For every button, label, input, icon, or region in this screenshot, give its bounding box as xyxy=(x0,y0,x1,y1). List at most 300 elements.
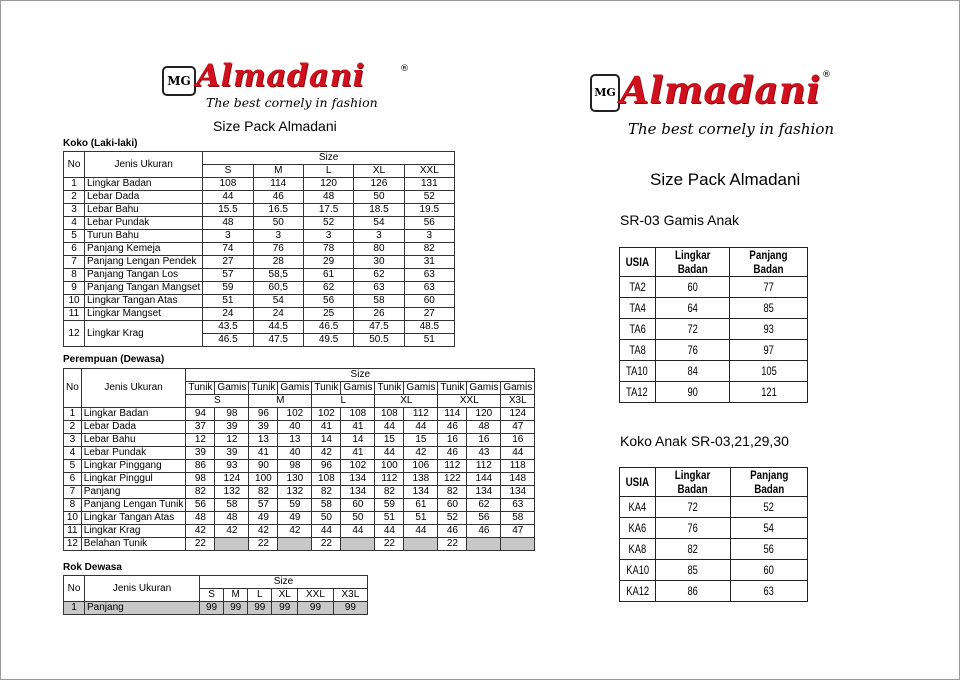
table-cell: 15 xyxy=(404,434,438,447)
brand-mark-icon: MG xyxy=(590,74,620,112)
table-cell: 42 xyxy=(186,525,215,538)
table-cell: 118 xyxy=(501,460,535,473)
table-cell: Lebar Pundak xyxy=(81,447,186,460)
table-cell: 124 xyxy=(215,473,249,486)
cell-value: 86 xyxy=(687,584,699,598)
table-cell: 48.5 xyxy=(404,321,454,334)
table-cell: 60 xyxy=(438,499,467,512)
table-cell: 134 xyxy=(341,486,375,499)
table-cell: 99 xyxy=(248,602,272,615)
table-cell: 46 xyxy=(253,191,303,204)
table-cell: 82 xyxy=(249,486,278,499)
table-cell xyxy=(730,382,808,403)
table-cell: 17.5 xyxy=(303,204,353,217)
table-cell: 63 xyxy=(404,269,454,282)
table-cell: 42 xyxy=(249,525,278,538)
table-cell: 112 xyxy=(375,473,404,486)
table-cell xyxy=(620,340,656,361)
cell-value: 76 xyxy=(687,343,698,357)
table-cell: 29 xyxy=(303,256,353,269)
table-cell: 12 xyxy=(215,434,249,447)
table-cell: 46.5 xyxy=(203,334,253,347)
table-cell: Panjang Tangan Mangset xyxy=(85,282,203,295)
table-cell: 44 xyxy=(404,525,438,538)
sub-header: Gamis xyxy=(215,382,249,395)
table-cell: 3 xyxy=(354,230,404,243)
table-cell: 48 xyxy=(467,421,501,434)
table-row xyxy=(64,282,455,295)
table-cell: 50 xyxy=(312,512,341,525)
table-cell: Lingkar Pinggul xyxy=(81,473,186,486)
table-cell xyxy=(620,361,656,382)
cell-value: 76 xyxy=(687,521,699,535)
cell-value: KA12 xyxy=(626,584,650,598)
table-cell: 56 xyxy=(186,499,215,512)
table-row xyxy=(64,204,455,217)
table-cell: 78 xyxy=(303,243,353,256)
cell-value: 84 xyxy=(687,364,698,378)
table-header-row xyxy=(620,248,808,277)
size-header: L xyxy=(248,589,272,602)
table-cell: 1 xyxy=(64,408,82,421)
table-cell: 12 xyxy=(64,538,82,551)
cell-value: 64 xyxy=(687,301,698,315)
table-cell: 4 xyxy=(64,217,85,230)
table-cell: 11 xyxy=(64,308,85,321)
cell-value: TA12 xyxy=(626,385,649,399)
table-cell xyxy=(730,581,808,602)
table-cell: 10 xyxy=(64,295,85,308)
table-cell: 106 xyxy=(404,460,438,473)
table-row xyxy=(620,539,808,560)
table-cell: Belahan Tunik xyxy=(81,538,186,551)
table-cell xyxy=(730,560,808,581)
cell-value: 72 xyxy=(687,500,699,514)
table-row xyxy=(64,473,535,486)
table-cell: 5 xyxy=(64,230,85,243)
table-cell: 63 xyxy=(404,282,454,295)
cell-value: 63 xyxy=(763,584,774,598)
cell-value: KA6 xyxy=(628,521,647,535)
table-cell: 58 xyxy=(501,512,535,525)
table-cell: 41 xyxy=(341,421,375,434)
table-cell: 44.5 xyxy=(253,321,303,334)
size-header: S xyxy=(200,589,224,602)
table-cell: 44 xyxy=(203,191,253,204)
table-cell: 30 xyxy=(354,256,404,269)
brand-name: Almadani xyxy=(620,68,821,112)
table-cell: 56 xyxy=(303,295,353,308)
table-cell xyxy=(730,539,808,560)
table-cell: Lingkar Krag xyxy=(85,321,203,347)
table-cell: 1 xyxy=(64,178,85,191)
table-row xyxy=(64,243,455,256)
table-cell: 51 xyxy=(203,295,253,308)
table-header-row xyxy=(64,152,455,165)
sub-header: Gamis xyxy=(341,382,375,395)
table-cell: 47 xyxy=(501,525,535,538)
table-row xyxy=(64,269,455,282)
sub-header: Gamis xyxy=(501,382,535,395)
table-row xyxy=(64,486,535,499)
table-cell: 44 xyxy=(375,447,404,460)
col-size-header: Size xyxy=(203,152,455,165)
table-cell xyxy=(730,497,808,518)
table-cell xyxy=(620,518,656,539)
table-cell: 13 xyxy=(278,434,312,447)
table-row xyxy=(620,277,808,298)
table-cell xyxy=(656,497,730,518)
col-no-header: No xyxy=(64,152,85,178)
table-cell: 41 xyxy=(312,421,341,434)
table-cell: 37 xyxy=(186,421,215,434)
cell-value: TA6 xyxy=(629,322,646,336)
table-cell: 54 xyxy=(253,295,303,308)
perempuan-heading: Perempuan (Dewasa) xyxy=(63,354,165,365)
table-cell: Lingkar Badan xyxy=(85,178,203,191)
table-cell: 15 xyxy=(375,434,404,447)
table-cell: 82 xyxy=(375,486,404,499)
table-cell: Lebar Dada xyxy=(81,421,186,434)
table-cell: 102 xyxy=(341,460,375,473)
table-cell: 134 xyxy=(467,486,501,499)
col-header xyxy=(620,468,656,497)
table-cell: 112 xyxy=(438,460,467,473)
table-cell: 27 xyxy=(404,308,454,321)
table-cell: Panjang Lengan Tunik xyxy=(81,499,186,512)
table-row xyxy=(620,497,808,518)
table-cell: 5 xyxy=(64,460,82,473)
table-cell: Panjang Tangan Los xyxy=(85,269,203,282)
table-row xyxy=(64,460,535,473)
table-cell: 16 xyxy=(467,434,501,447)
table-cell xyxy=(278,538,312,551)
table-cell: 46 xyxy=(438,447,467,460)
koko-anak-table xyxy=(619,467,808,602)
cell-value: 85 xyxy=(687,563,699,577)
table-cell xyxy=(655,340,729,361)
table-cell: 50 xyxy=(341,512,375,525)
table-cell: 61 xyxy=(303,269,353,282)
left-title: Size Pack Almadani xyxy=(213,118,337,134)
table-cell: 99 xyxy=(298,602,334,615)
cell-value: TA10 xyxy=(626,364,649,378)
table-cell: 3 xyxy=(404,230,454,243)
table-cell: 60 xyxy=(404,295,454,308)
brand-tagline: The best cornely in fashion xyxy=(628,120,835,138)
size-header: L xyxy=(312,395,375,408)
table-cell xyxy=(656,560,730,581)
table-cell: 48 xyxy=(215,512,249,525)
table-cell: 49 xyxy=(278,512,312,525)
table-cell: 94 xyxy=(186,408,215,421)
cell-value: 85 xyxy=(763,301,774,315)
table-cell: 82 xyxy=(186,486,215,499)
table-cell: 114 xyxy=(438,408,467,421)
gamis-heading: SR-03 Gamis Anak xyxy=(620,212,740,228)
table-cell: 60 xyxy=(341,499,375,512)
table-cell: 3 xyxy=(64,204,85,217)
table-cell: 13 xyxy=(249,434,278,447)
table-cell: 24 xyxy=(253,308,303,321)
table-cell: 134 xyxy=(341,473,375,486)
col-size-header: Size xyxy=(186,369,535,382)
table-cell: 62 xyxy=(467,499,501,512)
table-cell: 6 xyxy=(64,243,85,256)
sub-header: Tunik xyxy=(186,382,215,395)
size-header: M xyxy=(253,165,303,178)
table-cell: 130 xyxy=(278,473,312,486)
size-header: XXL xyxy=(298,589,334,602)
table-row xyxy=(620,298,808,319)
table-cell: 6 xyxy=(64,473,82,486)
table-row xyxy=(64,408,535,421)
sub-header: Tunik xyxy=(438,382,467,395)
table-cell xyxy=(620,581,656,602)
table-cell: 39 xyxy=(215,421,249,434)
table-header-row xyxy=(620,468,808,497)
brand-logo-left xyxy=(162,60,412,112)
table-cell: 57 xyxy=(249,499,278,512)
cell-value: TA2 xyxy=(629,280,646,294)
table-cell: 40 xyxy=(278,447,312,460)
table-cell: 44 xyxy=(375,421,404,434)
table-cell: 3 xyxy=(64,434,82,447)
table-row xyxy=(64,499,535,512)
cell-value: 77 xyxy=(763,280,774,294)
cell-value: KA8 xyxy=(628,542,647,556)
table-cell: 80 xyxy=(354,243,404,256)
table-cell: 50 xyxy=(354,191,404,204)
table-cell: Lebar Pundak xyxy=(85,217,203,230)
table-cell: 144 xyxy=(467,473,501,486)
table-cell: 98 xyxy=(215,408,249,421)
rok-heading: Rok Dewasa xyxy=(63,562,122,573)
table-cell: 114 xyxy=(253,178,303,191)
table-row xyxy=(64,512,535,525)
table-cell: 98 xyxy=(186,473,215,486)
table-cell: 108 xyxy=(341,408,375,421)
table-cell: Lebar Dada xyxy=(85,191,203,204)
table-cell xyxy=(341,538,375,551)
table-row xyxy=(64,256,455,269)
table-cell: 31 xyxy=(404,256,454,269)
table-cell: 3 xyxy=(253,230,303,243)
table-cell: 52 xyxy=(404,191,454,204)
table-cell: 148 xyxy=(501,473,535,486)
table-cell: 22 xyxy=(249,538,278,551)
table-cell xyxy=(655,298,729,319)
cell-value: 93 xyxy=(763,322,774,336)
table-cell: 22 xyxy=(312,538,341,551)
cell-value: 82 xyxy=(687,542,699,556)
table-cell: 7 xyxy=(64,486,82,499)
table-cell xyxy=(730,518,808,539)
brand-mark-icon: MG xyxy=(162,66,196,96)
table-cell: 58 xyxy=(215,499,249,512)
table-cell: 39 xyxy=(186,447,215,460)
table-cell: 120 xyxy=(467,408,501,421)
table-row xyxy=(620,340,808,361)
cell-value: KA10 xyxy=(626,563,650,577)
registered-mark: ® xyxy=(822,70,831,80)
sub-header: Gamis xyxy=(404,382,438,395)
size-header: M xyxy=(224,589,248,602)
size-header: XXL xyxy=(438,395,501,408)
table-cell: 3 xyxy=(203,230,253,243)
cell-value: 60 xyxy=(763,563,774,577)
size-header: S xyxy=(203,165,253,178)
registered-mark: ® xyxy=(400,64,409,74)
brand-logo-right xyxy=(590,66,840,140)
table-cell xyxy=(730,340,808,361)
table-cell: 132 xyxy=(215,486,249,499)
table-cell: 82 xyxy=(404,243,454,256)
col-header-label: Lingkar Badan xyxy=(674,248,711,276)
col-header xyxy=(730,468,808,497)
table-cell: 100 xyxy=(375,460,404,473)
table-row xyxy=(64,295,455,308)
table-cell: 120 xyxy=(303,178,353,191)
table-cell: 19.5 xyxy=(404,204,454,217)
gamis-anak-table xyxy=(619,247,808,403)
table-cell: Lingkar Badan xyxy=(81,408,186,421)
table-row xyxy=(620,382,808,403)
table-cell: 44 xyxy=(404,421,438,434)
table-cell: 14 xyxy=(312,434,341,447)
table-cell: 41 xyxy=(341,447,375,460)
cell-value: 56 xyxy=(763,542,774,556)
size-header: S xyxy=(186,395,249,408)
table-cell: 46 xyxy=(467,525,501,538)
table-cell xyxy=(467,538,501,551)
size-header: L xyxy=(303,165,353,178)
table-cell: 22 xyxy=(186,538,215,551)
table-cell: Lingkar Tangan Atas xyxy=(81,512,186,525)
table-cell: 43 xyxy=(467,447,501,460)
table-cell: 54 xyxy=(354,217,404,230)
table-cell: 99 xyxy=(224,602,248,615)
table-cell: 51 xyxy=(404,512,438,525)
cell-value: 121 xyxy=(760,385,777,399)
rok-size-table xyxy=(63,575,368,615)
table-cell: 3 xyxy=(303,230,353,243)
table-cell: 46.5 xyxy=(303,321,353,334)
table-cell xyxy=(730,298,808,319)
table-row xyxy=(64,321,455,334)
cell-value: 72 xyxy=(687,322,698,336)
table-cell: Lingkar Tangan Atas xyxy=(85,295,203,308)
table-cell xyxy=(501,538,535,551)
col-header xyxy=(656,468,730,497)
table-cell: 42 xyxy=(215,525,249,538)
cell-value: 105 xyxy=(760,364,777,378)
table-cell: 58 xyxy=(354,295,404,308)
table-cell: 57 xyxy=(203,269,253,282)
table-cell: 112 xyxy=(404,408,438,421)
table-cell: 16 xyxy=(438,434,467,447)
table-cell: 18.5 xyxy=(354,204,404,217)
sub-header: Tunik xyxy=(249,382,278,395)
size-header: XL xyxy=(375,395,438,408)
table-cell xyxy=(656,518,730,539)
table-cell: Panjang Kemeja xyxy=(85,243,203,256)
table-cell: 2 xyxy=(64,421,82,434)
table-cell: 62 xyxy=(354,269,404,282)
table-row xyxy=(620,518,808,539)
right-title: Size Pack Almadani xyxy=(650,170,801,189)
table-cell: 124 xyxy=(501,408,535,421)
table-cell: 102 xyxy=(278,408,312,421)
table-cell: 63 xyxy=(501,499,535,512)
col-jenis-header: Jenis Ukuran xyxy=(81,369,186,408)
table-cell: 25 xyxy=(303,308,353,321)
table-cell: 22 xyxy=(438,538,467,551)
table-cell: 1 xyxy=(64,602,85,615)
table-row xyxy=(64,525,535,538)
size-header: XXL xyxy=(404,165,454,178)
col-header xyxy=(620,248,656,277)
table-cell: 47 xyxy=(501,421,535,434)
table-cell: 44 xyxy=(341,525,375,538)
table-cell xyxy=(655,319,729,340)
table-cell: 131 xyxy=(404,178,454,191)
col-header-label: Lingkar Badan xyxy=(675,468,711,496)
table-cell: 26 xyxy=(354,308,404,321)
table-cell: Lebar Bahu xyxy=(85,204,203,217)
table-cell: 58 xyxy=(312,499,341,512)
koko-anak-heading: Koko Anak SR-03,21,29,30 xyxy=(620,433,789,449)
table-cell: 50 xyxy=(253,217,303,230)
table-cell: 42 xyxy=(404,447,438,460)
table-cell: 42 xyxy=(312,447,341,460)
table-cell: 39 xyxy=(215,447,249,460)
table-cell: 42 xyxy=(278,525,312,538)
table-cell: 16.5 xyxy=(253,204,303,217)
cell-value: TA8 xyxy=(629,343,646,357)
table-cell: 102 xyxy=(312,408,341,421)
size-header: XL xyxy=(354,165,404,178)
table-cell: 126 xyxy=(354,178,404,191)
table-row xyxy=(64,178,455,191)
col-no-header: No xyxy=(64,576,85,602)
table-cell: 59 xyxy=(278,499,312,512)
table-row xyxy=(620,319,808,340)
cell-value: 60 xyxy=(687,280,698,294)
table-cell: 96 xyxy=(312,460,341,473)
table-cell: 11 xyxy=(64,525,82,538)
table-header-row xyxy=(64,369,535,382)
table-cell: 98 xyxy=(278,460,312,473)
table-cell: Lingkar Pinggang xyxy=(81,460,186,473)
table-cell: 86 xyxy=(186,460,215,473)
table-cell: Panjang Lengan Pendek xyxy=(85,256,203,269)
table-cell: 99 xyxy=(333,602,367,615)
table-cell: 58,5 xyxy=(253,269,303,282)
table-cell: 51 xyxy=(404,334,454,347)
cell-value: 97 xyxy=(763,343,774,357)
table-row xyxy=(620,361,808,382)
table-row xyxy=(64,447,535,460)
table-cell: 82 xyxy=(312,486,341,499)
table-cell xyxy=(620,539,656,560)
table-cell: 43.5 xyxy=(203,321,253,334)
table-cell: 56 xyxy=(467,512,501,525)
table-cell: 14 xyxy=(341,434,375,447)
koko-heading: Koko (Laki-laki) xyxy=(63,138,138,149)
col-no-header: No xyxy=(64,369,82,408)
table-row xyxy=(64,434,535,447)
